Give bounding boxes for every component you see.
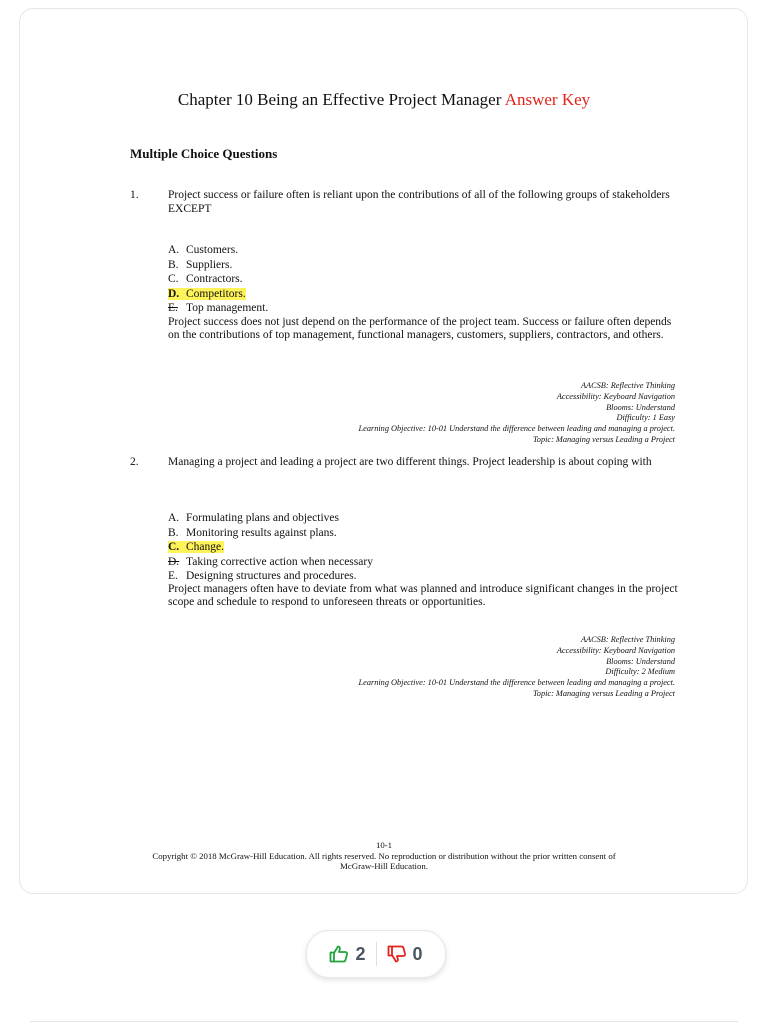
option-a: A. Formulating plans and objectives	[168, 512, 339, 524]
option-d: D. Taking corrective action when necessary	[168, 555, 373, 568]
downvote-count: 0	[412, 943, 423, 964]
upvote-count: 2	[355, 943, 366, 964]
option-b: B. Suppliers.	[168, 258, 233, 271]
option-c-correct: C. Change.	[168, 541, 225, 553]
page-title	[0, 90, 768, 110]
option-e: E. Designing structures and procedures.	[168, 570, 357, 582]
vote-widget	[306, 930, 446, 978]
thumbs-down-icon	[387, 945, 407, 963]
option-e: E. Top management.	[168, 302, 269, 314]
copyright-line-2: McGraw-Hill Education.	[340, 861, 428, 871]
section-heading: Multiple Choice Questions	[130, 146, 278, 161]
divider	[30, 1021, 738, 1022]
upvote-button[interactable]	[319, 944, 375, 965]
question-stem: Managing a project and leading a project are two different things. Project leadership is about coping with	[168, 456, 652, 468]
title-answer-key: Answer Key	[504, 90, 591, 109]
downvote-button[interactable]	[377, 944, 433, 965]
question-stem: Project success or failure often is reliant upon the contributions of all of the following groups of stakeholders EXCEPT	[168, 189, 670, 215]
document-page	[19, 8, 748, 894]
question-1-metadata: AACSB: Reflective Thinking Accessibility: Keyboard Navigation Blooms: Understand Difficulty: 1 Easy Learning Objective: 10-01 Understand the difference between leading and managing a project. Topic: Managing versus Leading a Project	[358, 381, 675, 444]
page-footer	[0, 840, 768, 871]
question-number: 2.	[130, 456, 139, 468]
option-b: B. Monitoring results against plans.	[168, 526, 337, 539]
answer-explanation: Project managers often have to deviate from what was planned and introduce significant changes in the project scope and schedule to respond to unforeseen threats or opportunities.	[168, 583, 678, 608]
thumbs-up-icon	[329, 945, 349, 963]
answer-explanation: Project success does not just depend on the performance of the project team. Success or failure often depends on the contributions of top management, functional managers, customers, suppliers, contractors, and others.	[168, 316, 672, 341]
option-a: A. Customers.	[168, 244, 239, 256]
title-main: Chapter 10 Being an Effective Project Manager	[177, 90, 502, 109]
option-d-correct: D. Competitors.	[168, 287, 246, 300]
options-list	[168, 511, 688, 584]
page-number: 10-1	[375, 840, 393, 850]
question-number: 1.	[130, 189, 139, 201]
options-list	[168, 243, 688, 316]
question-2-metadata: AACSB: Reflective Thinking Accessibility: Keyboard Navigation Blooms: Understand Difficulty: 2 Medium Learning Objective: 10-01 Understand the difference between leading and managing a project. Topic: Managing versus Leading a Project	[358, 635, 675, 698]
option-c: C. Contractors.	[168, 273, 243, 285]
copyright-line-1: Copyright © 2018 McGraw-Hill Education. All rights reserved. No reproduction or distribution without the prior written consent of	[152, 851, 616, 861]
